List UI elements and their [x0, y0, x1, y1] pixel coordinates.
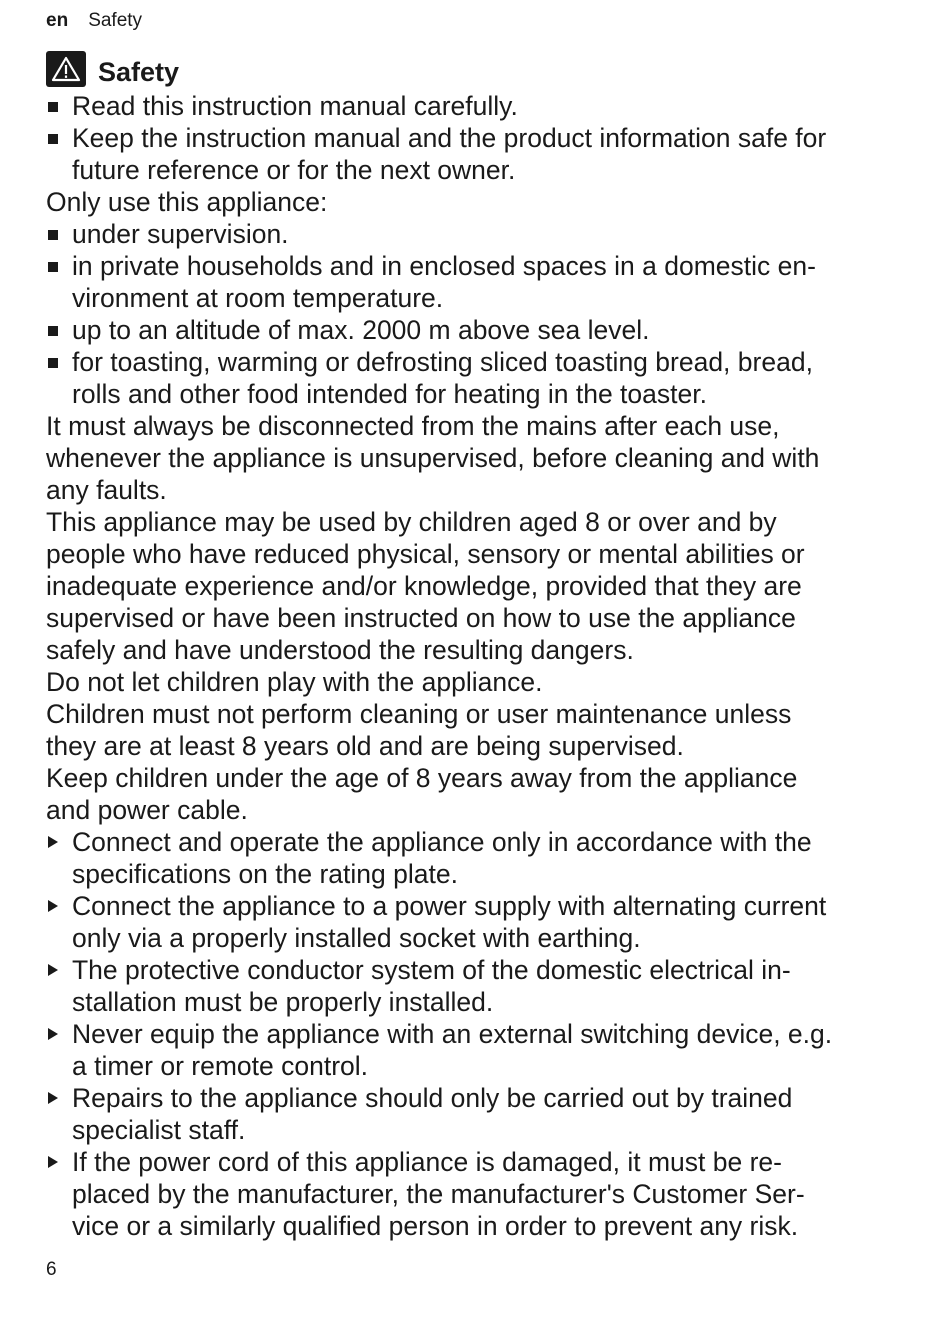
arrow-bullet-icon	[48, 900, 58, 912]
page-title: Safety	[98, 57, 180, 87]
arrow-bullet-icon	[48, 964, 58, 976]
section-name: Safety	[88, 10, 143, 31]
bullet-item	[46, 250, 906, 314]
text-line: The protective conductor system of the domestic electrical in-	[72, 955, 791, 985]
language-code: en	[46, 10, 69, 31]
text-line: supervised or have been instructed on how to use the appliance	[46, 603, 796, 633]
text-line: It must always be disconnected from the mains after each use,	[46, 411, 780, 441]
text-line: in private households and in enclosed spaces in a domestic en-	[72, 251, 816, 281]
text-line: Connect and operate the appliance only in accordance with the	[72, 827, 812, 857]
instruction-item	[46, 1082, 906, 1146]
arrow-bullet-icon	[48, 1156, 58, 1168]
text-line: Read this instruction manual carefully.	[72, 91, 518, 121]
running-header	[46, 8, 142, 34]
text-line: If the power cord of this appliance is damaged, it must be re-	[72, 1147, 782, 1177]
text-line: under supervision.	[72, 219, 289, 249]
text-line: and power cable.	[46, 795, 248, 825]
text-line: Keep the instruction manual and the product information safe for	[72, 123, 827, 153]
square-bullet-icon	[48, 262, 58, 272]
text-line: a timer or remote control.	[72, 1051, 369, 1081]
instruction-item	[46, 954, 906, 1018]
text-line: Children must not perform cleaning or user maintenance unless	[46, 699, 792, 729]
square-bullet-icon	[48, 230, 58, 240]
square-bullet-icon	[48, 102, 58, 112]
square-bullet-icon	[48, 358, 58, 368]
text-line: up to an altitude of max. 2000 m above sea level.	[72, 315, 650, 345]
paragraph	[46, 666, 906, 698]
page-number: 6	[46, 1259, 57, 1280]
paragraph	[46, 698, 906, 762]
text-line: only via a properly installed socket with earthing.	[72, 923, 641, 953]
text-line: inadequate experience and/or knowledge, provided that they are	[46, 571, 802, 601]
instruction-item	[46, 890, 906, 954]
paragraph	[46, 762, 906, 826]
text-line: future reference or for the next owner.	[72, 155, 516, 185]
text-line: rolls and other food intended for heating in the toaster.	[72, 379, 707, 409]
text-line: any faults.	[46, 475, 167, 505]
bullet-item	[46, 122, 906, 186]
text-line: Keep children under the age of 8 years away from the appliance	[46, 763, 798, 793]
text-line: Do not let children play with the appliance.	[46, 667, 543, 697]
square-bullet-icon	[48, 134, 58, 144]
text-line: people who have reduced physical, sensory or mental abilities or	[46, 539, 805, 569]
text-line: Connect the appliance to a power supply with alternating current	[72, 891, 827, 921]
text-line: safely and have understood the resulting dangers.	[46, 635, 634, 665]
arrow-bullet-icon	[48, 1028, 58, 1040]
text-line: whenever the appliance is unsupervised, before cleaning and with	[46, 443, 820, 473]
safety-content	[46, 90, 906, 1242]
instruction-item	[46, 826, 906, 890]
text-line: they are at least 8 years old and are being supervised.	[46, 731, 684, 761]
text-line: vice or a similarly qualified person in order to prevent any risk.	[72, 1211, 799, 1241]
text-line: placed by the manufacturer, the manufacturer's Customer Ser-	[72, 1179, 805, 1209]
text-line: vironment at room temperature.	[72, 283, 444, 313]
text-line: Only use this appliance:	[46, 187, 328, 217]
bullet-item	[46, 314, 906, 346]
text-line: specifications on the rating plate.	[72, 859, 458, 889]
section-heading	[46, 48, 179, 90]
bullet-item	[46, 218, 906, 250]
warning-icon	[46, 51, 86, 87]
text-line: for toasting, warming or defrosting sliced toasting bread, bread,	[72, 347, 813, 377]
text-line: specialist staff.	[72, 1115, 246, 1145]
paragraph	[46, 506, 906, 666]
bullet-item	[46, 346, 906, 410]
text-line: This appliance may be used by children aged 8 or over and by	[46, 507, 777, 537]
instruction-item	[46, 1018, 906, 1082]
paragraph	[46, 410, 906, 506]
arrow-bullet-icon	[48, 1092, 58, 1104]
paragraph	[46, 186, 906, 218]
square-bullet-icon	[48, 326, 58, 336]
arrow-bullet-icon	[48, 836, 58, 848]
text-line: Repairs to the appliance should only be carried out by trained	[72, 1083, 793, 1113]
instruction-item	[46, 1146, 906, 1242]
text-line: stallation must be properly installed.	[72, 987, 494, 1017]
bullet-item	[46, 90, 906, 122]
text-line: Never equip the appliance with an external switching device, e.g.	[72, 1019, 833, 1049]
